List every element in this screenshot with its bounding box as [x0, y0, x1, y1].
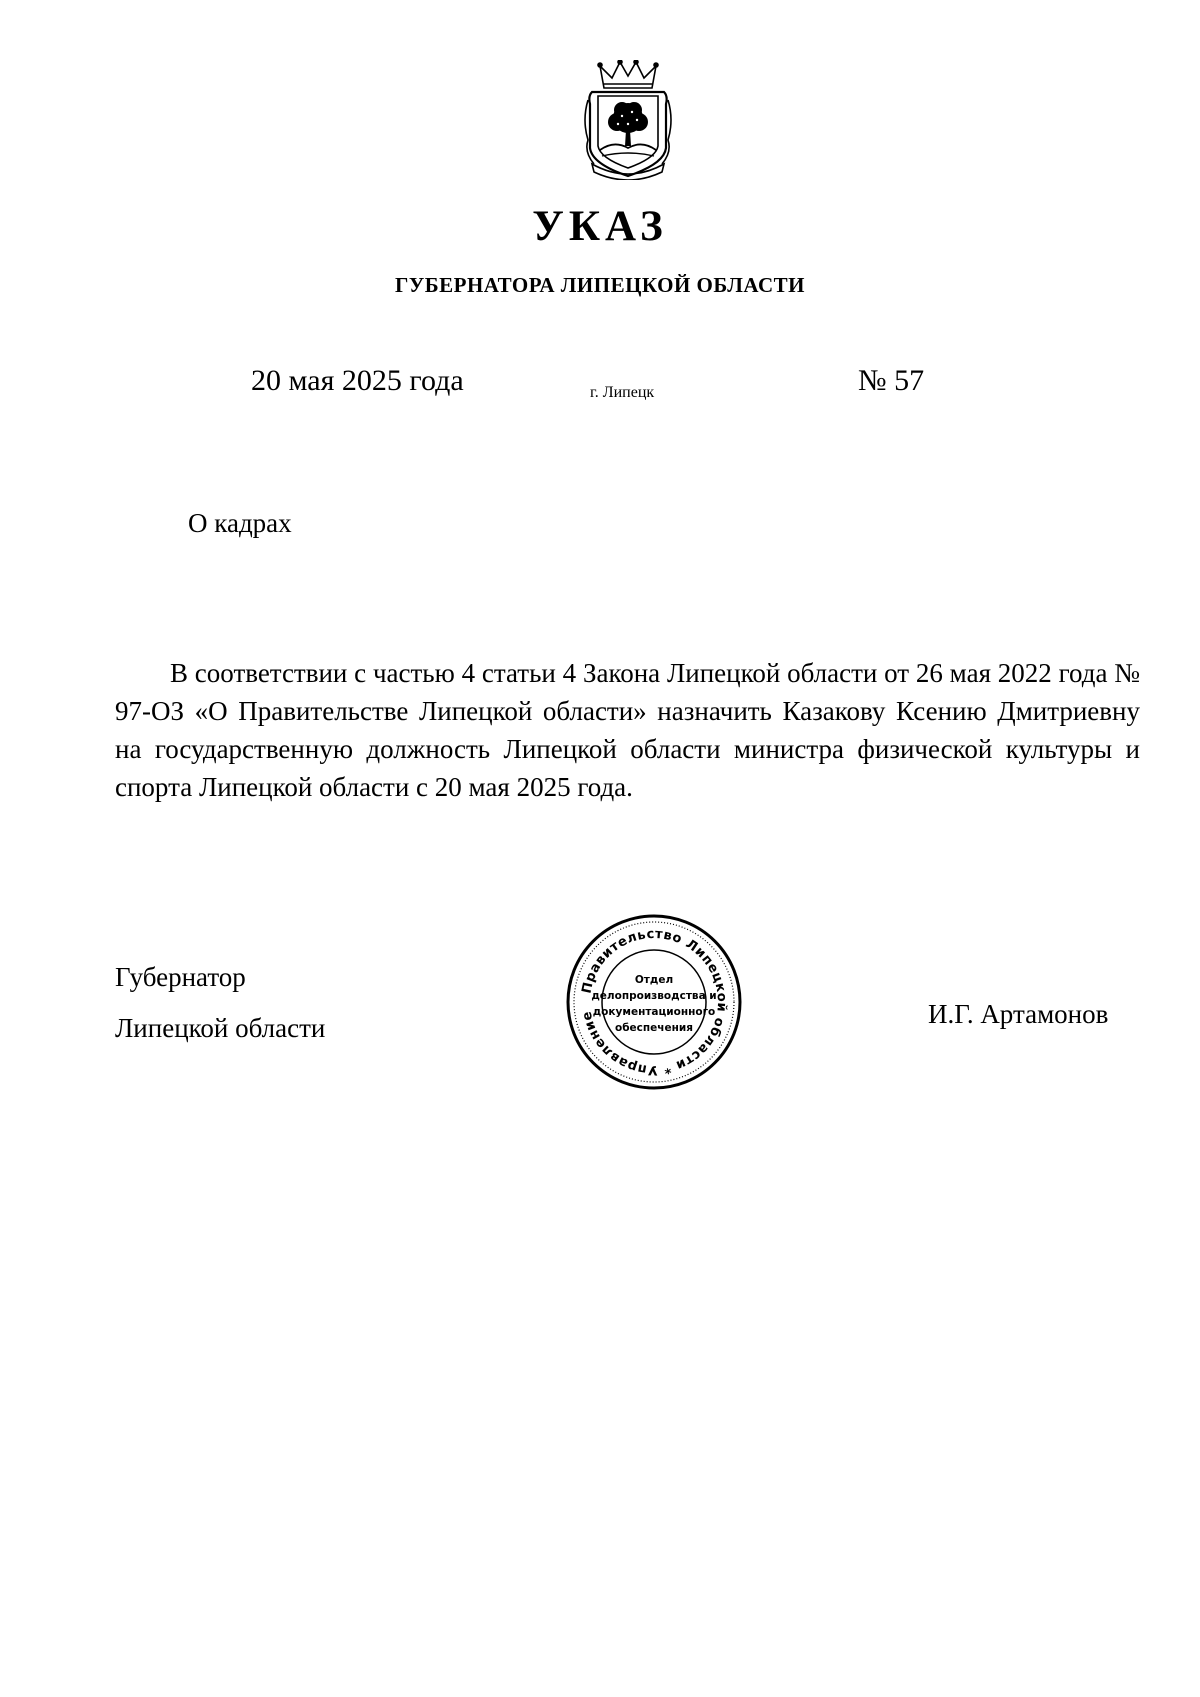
- official-stamp: [563, 911, 745, 1093]
- stamp-outer-text: Правительство Липецкой области * Управление: [579, 926, 730, 1078]
- signatory-position-line1: Губернатор: [115, 962, 246, 992]
- signatory-position-line2: Липецкой области: [115, 1013, 326, 1043]
- signatory-name: И.Г. Артамонов: [928, 999, 1109, 1029]
- stamp-line2: делопроизводства и: [591, 990, 717, 1002]
- coat-of-arms-icon: [582, 60, 674, 180]
- stamp-line4: обеспечения: [615, 1022, 693, 1034]
- stamp-line3: документационного: [592, 1006, 716, 1018]
- document-title: УКАЗ: [532, 203, 668, 250]
- signatory-position: [115, 952, 325, 1054]
- document-date: 20 мая 2025 года: [251, 364, 464, 397]
- stamp-line1: Отдел: [634, 974, 674, 986]
- document-city: г. Липецк: [590, 384, 655, 401]
- document-number: № 57: [858, 364, 925, 397]
- document-issuer: ГУБЕРНАТОРА ЛИПЕЦКОЙ ОБЛАСТИ: [394, 273, 806, 297]
- document-subject: О кадрах: [188, 508, 292, 538]
- document-body: В соответствии с частью 4 статьи 4 Закона Липецкой области от 26 мая 2022 года № 97-ОЗ «О Правительстве Липецкой области» назначить Казакову Ксению Дмитриевну на государственную должность Липецкой области министра физической культуры и спорта Липецкой области с 20 мая 2025 года.: [115, 658, 1140, 802]
